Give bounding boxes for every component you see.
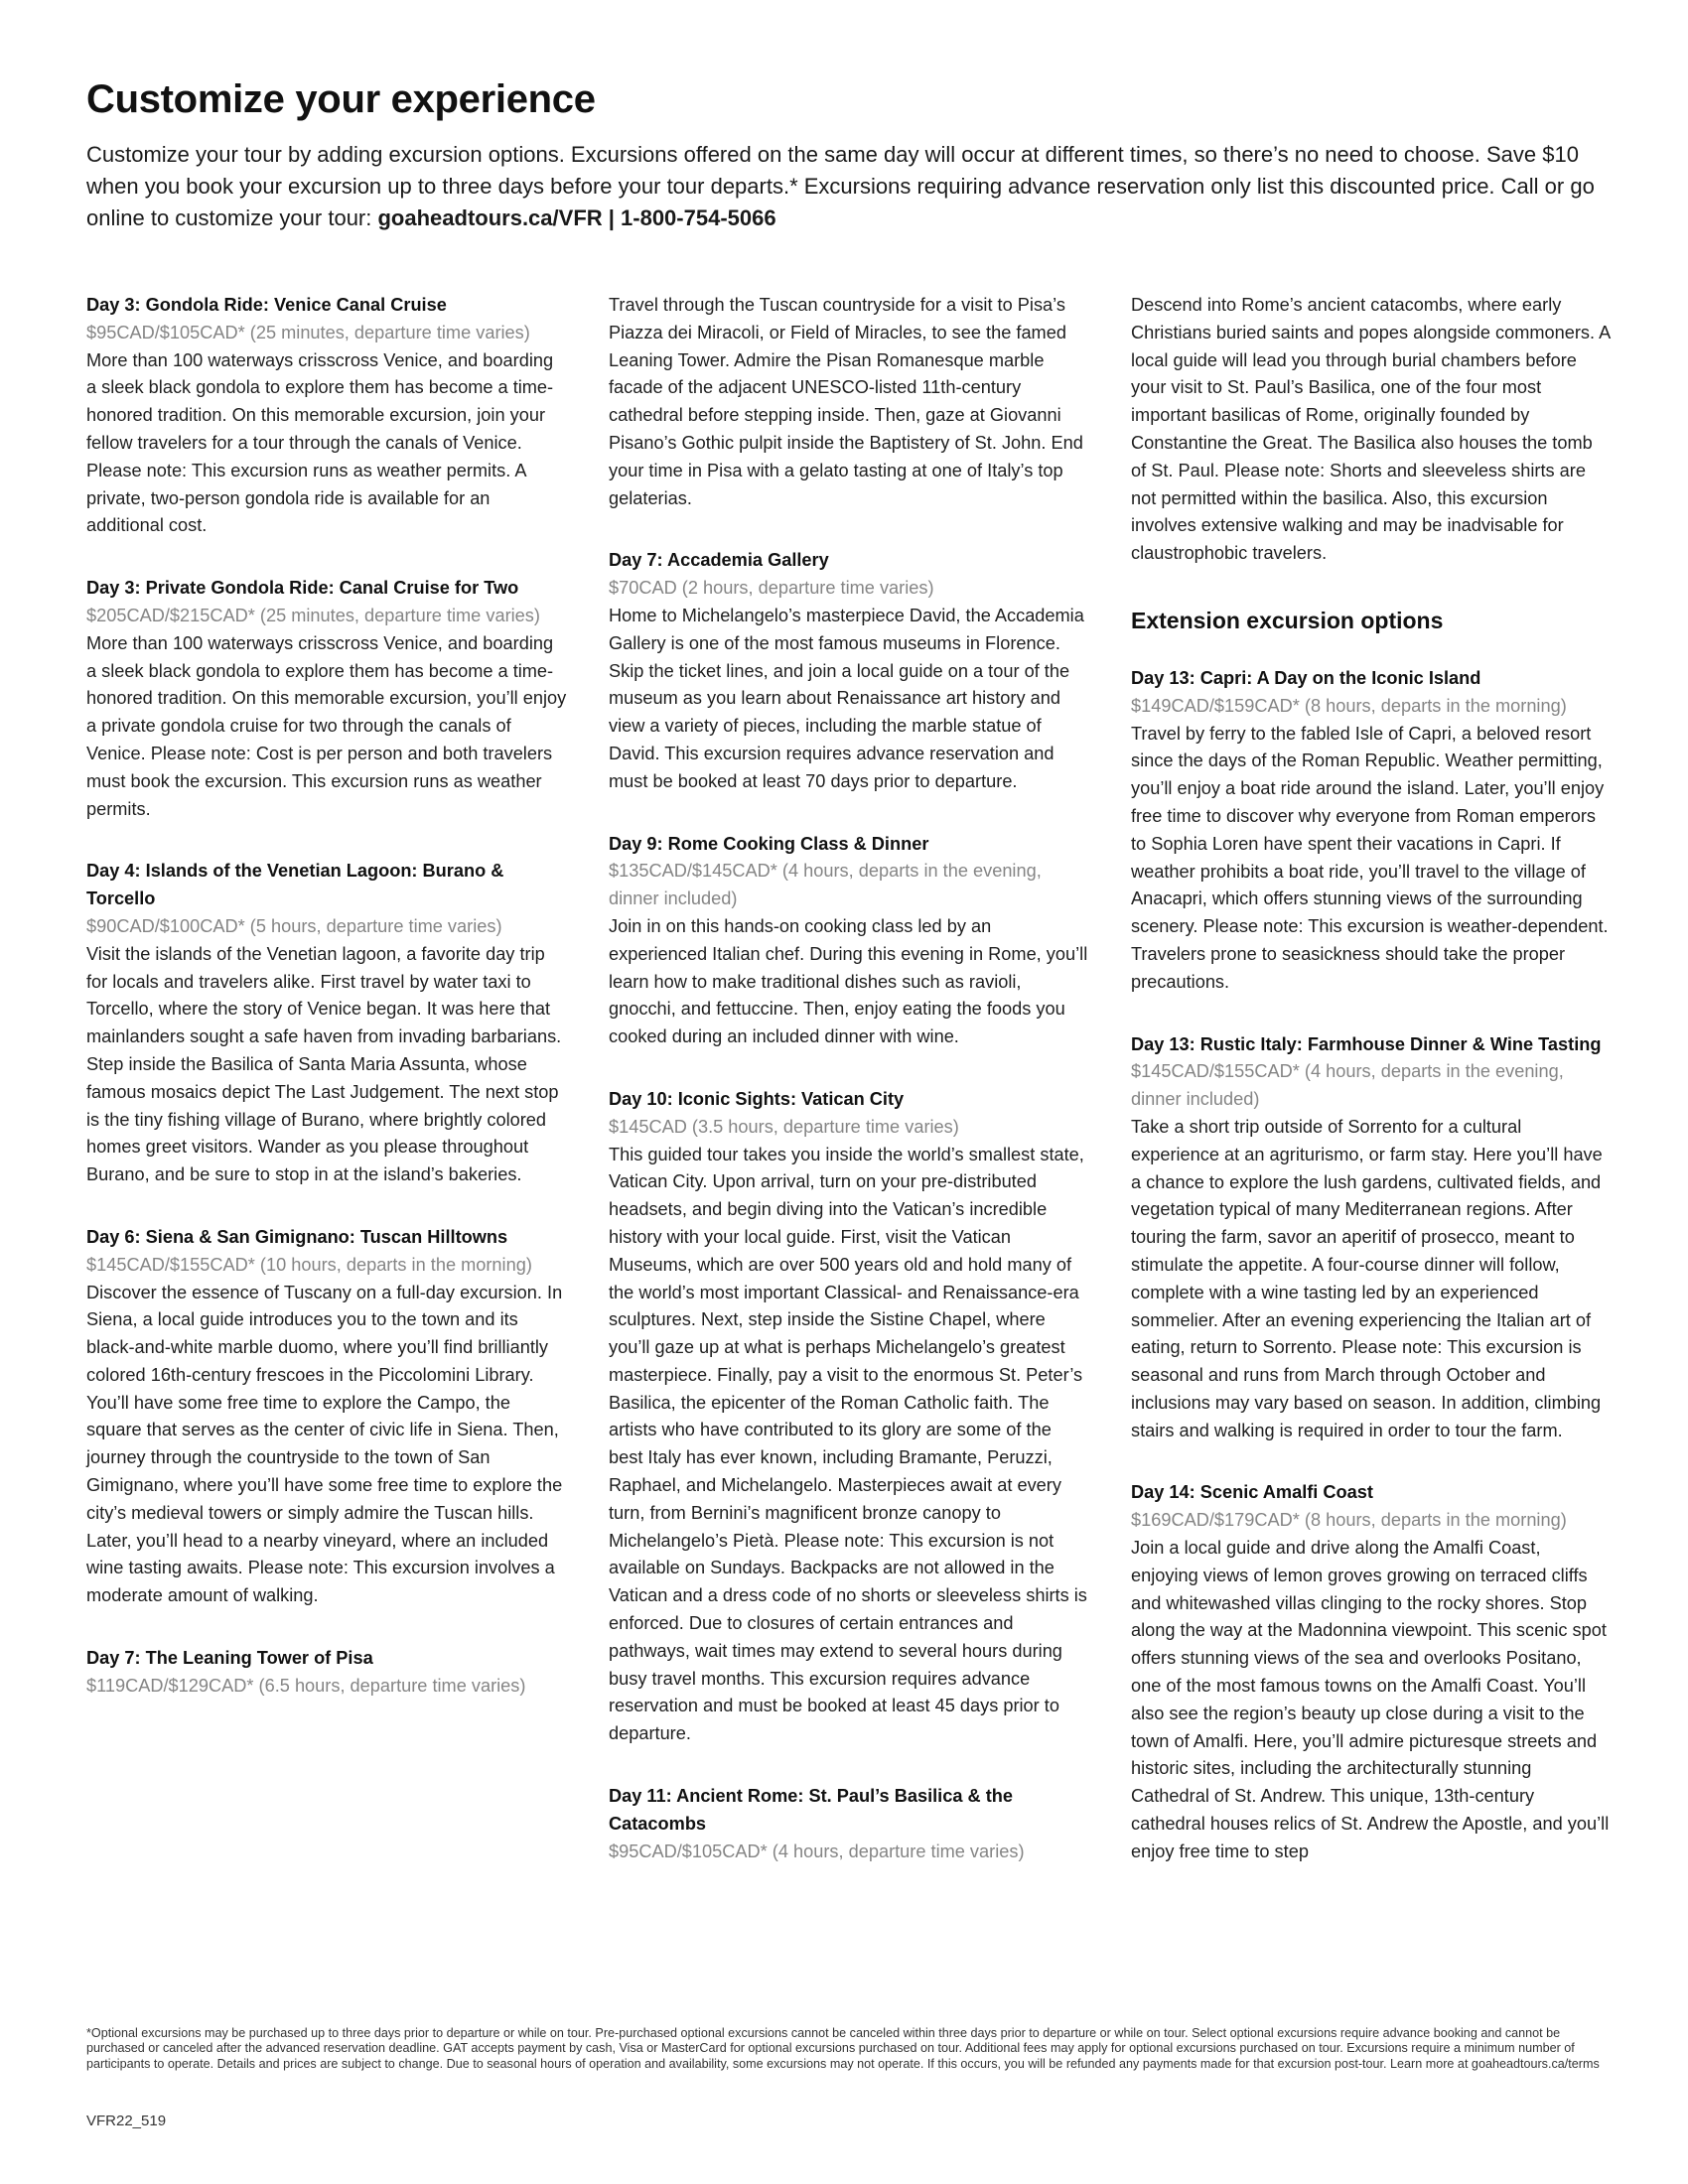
excursion-description: This guided tour takes you inside the world’s smallest state, Vatican City. Upon arrival, turn on your pre-distributed headsets, and begin diving into the Vatican’s incredible history with your local guide. First, visit the Vatican Museums, which are over 500 years old and hold many of the world’s most important Classical- and Renaissance-era sculptures. Next, step inside the Sistine Chapel, where you’ll gaze up at what is perhaps Michelangelo’s greatest masterpiece. Finally, pay a visit to the enormous St. Peter’s Basilica, the epicenter of the Roman Catholic faith. The artists who have contributed to its glory are some of the best Italy has ever known, including Bramante, Peruzzi, Raphael, and Michelangelo. Masterpieces await at every turn, from Bernini’s magnificent bronze canopy to Michelangelo’s Pietà. Please note: This excursion is not available on Sundays. Backpacks are not allowed in the Vatican and a dress code of no shorts or sleeveless shirts is enforced. Due to closures of certain entrances and pathways, wait times may extend to several hours during busy travel months. This excursion requires advance reservation and must be booked at least 45 days prior to departure. [609, 1144, 1087, 1744]
excursion-description-continued: Descend into Rome’s ancient catacombs, where early Christians buried saints and popes alongside commoners. A local guide will lead you through burial chambers before your visit to St. Paul’s Basilica, one of the four most important basilicas of Rome, originally founded by Constantine the Great. The Basilica also houses the tomb of St. Paul. Please note: Shorts and sleeveless shirts are not permitted within the basilica. Also, this excursion involves extensive walking and may be inadvisable for claustrophobic travelers. [1131, 295, 1611, 564]
excursion-ancient-rome [609, 1783, 1089, 1865]
excursion-price: $145CAD/$155CAD* (10 hours, departs in the morning) [86, 1254, 532, 1275]
excursion-price: $205CAD/$215CAD* (25 minutes, departure time varies) [86, 605, 540, 625]
excursion-title: Day 3: Private Gondola Ride: Canal Cruise for Two [86, 578, 519, 599]
excursion-price: $135CAD/$145CAD* (4 hours, departs in the evening, dinner included) [609, 861, 1042, 909]
excursion-price: $145CAD/$155CAD* (4 hours, departs in the evening, dinner included) [1131, 1061, 1564, 1110]
column-3 [1131, 292, 1612, 1901]
section-heading: Extension excursion options [1131, 607, 1444, 633]
column-2 [609, 292, 1089, 1900]
excursion-rome-cooking-class [609, 831, 1089, 1051]
excursion-title: Day 6: Siena & San Gimignano: Tuscan Hilltowns [86, 1226, 508, 1247]
column-1 [86, 292, 567, 1735]
excursion-venetian-lagoon [86, 858, 567, 1189]
excursion-gondola-ride [86, 292, 567, 540]
excursion-price: $90CAD/$100CAD* (5 hours, departure time varies) [86, 915, 502, 936]
excursion-description-continued: Travel through the Tuscan countryside for a visit to Pisa’s Piazza dei Miracoli, or Field of Miracles, to see the famed Leaning Tower. Admire the Pisan Romanesque marble facade of the adjacent UNESCO-listed 11th-century cathedral before stepping inside. Then, gaze at Giovanni Pisano’s Gothic pulpit inside the Baptistery of St. John. End your time in Pisa with a gelato tasting at one of Italy’s top gelaterias. [609, 295, 1083, 508]
excursion-title: Day 10: Iconic Sights: Vatican City [609, 1088, 905, 1109]
excursion-price: $95CAD/$105CAD* (4 hours, departure time varies) [609, 1841, 1025, 1861]
excursion-price: $95CAD/$105CAD* (25 minutes, departure time varies) [86, 322, 530, 342]
excursion-leaning-tower-pisa [86, 1645, 567, 1701]
excursion-title: Day 11: Ancient Rome: St. Paul’s Basilica & the Catacombs [609, 1786, 1013, 1834]
excursion-title: Day 13: Capri: A Day on the Iconic Island [1131, 667, 1481, 688]
excursion-price: $145CAD (3.5 hours, departure time varies) [609, 1116, 959, 1137]
excursion-vatican-city [609, 1086, 1089, 1748]
intro-paragraph [86, 139, 1606, 234]
excursion-description: Travel by ferry to the fabled Isle of Capri, a beloved resort since the days of the Roman Republic. Weather permitting, you’ll enjoy a boat ride around the island. Later, you’ll enjoy free time to discover why everyone from Roman emperors to Sophia Loren have spent their vacations in Capri. If weather prohibits a boat ride, you’ll travel to the village of Anacapri, which offers stunning views of the surrounding scenery. Please note: This excursion is weather-dependent. Travelers prone to seasickness should take the proper precautions. [1131, 723, 1609, 992]
excursion-description: Join a local guide and drive along the Amalfi Coast, enjoying views of lemon groves growing on terraced cliffs and whitewashed villas clinging to the rocky shores. Stop along the way at the Madonnina viewpoint. This scenic spot offers stunning views of the sea and overlooks Positano, one of the most famous towns on the Amalfi Coast. You’ll also see the region’s beauty up close during a visit to the town of Amalfi. Here, you’ll admire picturesque streets and historic sites, including the architecturally stunning Cathedral of St. Andrew. This unique, 13th-century cathedral houses relics of St. Andrew the Apostle, and you’ll enjoy free time to step [1131, 1538, 1610, 1861]
excursion-title: Day 7: The Leaning Tower of Pisa [86, 1648, 373, 1669]
excursion-title: Day 7: Accademia Gallery [609, 550, 829, 571]
excursion-description: More than 100 waterways crisscross Venice, and boarding a sleek black gondola to explore them has become a time-honored tradition. On this memorable excursion, join your fellow travelers for a tour through the canals of Venice. Please note: This excursion runs as weather permits. A private, two-person gondola ride is available for an additional cost. [86, 349, 554, 536]
document-code: VFR22_519 [86, 2113, 167, 2129]
excursion-description: Take a short trip outside of Sorrento for a cultural experience at an agriturismo, or farm stay. Here you’ll have a chance to explore the lush gardens, cultivated fields, and vegetation typical of many Mediterranean regions. After touring the farm, savor an aperitif of prosecco, meant to stimulate the appetite. A four-course dinner will follow, complete with a wine tasting led by an experienced sommelier. After an evening experiencing the Italian art of eating, return to Sorrento. Please note: This excursion is seasonal and runs from March through October and inclusions may vary based on season. In addition, climbing stairs and walking is required in order to tour the farm. [1131, 1116, 1603, 1440]
excursion-private-gondola-ride [86, 575, 567, 823]
excursion-title: Day 13: Rustic Italy: Farmhouse Dinner & Wine Tasting [1131, 1033, 1602, 1054]
footnote: *Optional excursions may be purchased up to three days prior to departure or while on tour. Pre-purchased optional excursions cannot be canceled within three days prior to departure or while on tour. Select optional excursions require advance booking and cannot be purchased or canceled after the advanced reservation deadline. GAT accepts payment by cash, Visa or MasterCard for optional excursions purchased on tour. Additional fees may apply for optional excursions purchased on tour. Excursions require a minimum number of participants to operate. Details and prices are subject to change. Due to seasonal hours of operation and availability, some excursions may not operate. If this occurs, you will be refunded any payments made for that excursion post-tour. Learn more at goaheadtours.ca/terms [86, 2026, 1600, 2071]
excursion-title: Day 14: Scenic Amalfi Coast [1131, 1482, 1373, 1503]
excursion-title: Day 9: Rome Cooking Class & Dinner [609, 833, 929, 854]
excursion-description: Join in on this hands-on cooking class led by an experienced Italian chef. During this evening in Rome, you’ll learn how to make traditional dishes such as ravioli, gnocchi, and fettuccine. Then, enjoy eating the foods you cooked during an included dinner with wine. [609, 915, 1088, 1047]
excursion-price: $169CAD/$179CAD* (8 hours, departs in the morning) [1131, 1510, 1567, 1531]
excursion-siena-san-gimignano [86, 1224, 567, 1610]
intro-text: Customize your tour by adding excursion options. Excursions offered on the same day will occur at different times, so there’s no need to choose. Save $10 when you book your excursion up to three days before your tour departs.* Excursions requiring advance reservation only list this discounted price. Call or go online to customize your tour: [86, 142, 1595, 230]
excursion-title: Day 4: Islands of the Venetian Lagoon: Burano & Torcello [86, 861, 504, 909]
excursion-title: Day 3: Gondola Ride: Venice Canal Cruise [86, 295, 447, 315]
excursion-capri [1131, 665, 1612, 997]
excursion-price: $149CAD/$159CAD* (8 hours, departs in the morning) [1131, 695, 1567, 716]
excursion-accademia-gallery [609, 547, 1089, 795]
excursion-description: Visit the islands of the Venetian lagoon, a favorite day trip for locals and travelers alike. First travel by water taxi to Torcello, where the story of Venice began. It was here that mainlanders sought a safe haven from invading barbarians. Step inside the Basilica of Santa Maria Assunta, whose famous mosaics depict The Last Judgement. The next stop is the tiny fishing village of Burano, where brightly colored homes greet visitors. Wander as you please throughout Burano, and be sure to stop in at the island’s bakeries. [86, 943, 562, 1185]
excursion-rustic-italy [1131, 1031, 1612, 1445]
contact-info: goaheadtours.ca/VFR | 1-800-754-5066 [377, 205, 776, 230]
excursion-description: Home to Michelangelo’s masterpiece David, the Accademia Gallery is one of the most famous museums in Florence. Skip the ticket lines, and join a local guide on a tour of the museum as you learn about Renaissance art history and view a variety of pieces, including the marble statue of David. This excursion requires advance reservation and must be booked at least 70 days prior to departure. [609, 605, 1084, 791]
excursion-amalfi-coast [1131, 1479, 1612, 1865]
excursion-description: Discover the essence of Tuscany on a full-day excursion. In Siena, a local guide introduces you to the town and its black-and-white marble duomo, where you’ll find brilliantly colored 16th-century frescoes in the Piccolomini Library. You’ll have some free time to explore the Campo, the square that serves as the center of civic life in Siena. Then, journey through the countryside to the town of San Gimignano, where you’ll have some free time to explore the city’s medieval towers or simply admire the Tuscan hills. Later, you’ll head to a nearby vineyard, where an included wine tasting awaits. Please note: This excursion involves a moderate amount of walking. [86, 1282, 563, 1606]
excursion-price: $119CAD/$129CAD* (6.5 hours, departure time varies) [86, 1675, 526, 1696]
excursion-description: More than 100 waterways crisscross Venice, and boarding a sleek black gondola to explore them has become a time-honored tradition. On this memorable excursion, you’ll enjoy a private gondola cruise for two through the canals of Venice. Please note: Cost is per person and both travelers must book the excursion. This excursion runs as weather permits. [86, 632, 567, 819]
page-title: Customize your experience [86, 77, 596, 121]
excursion-price: $70CAD (2 hours, departure time varies) [609, 578, 934, 599]
